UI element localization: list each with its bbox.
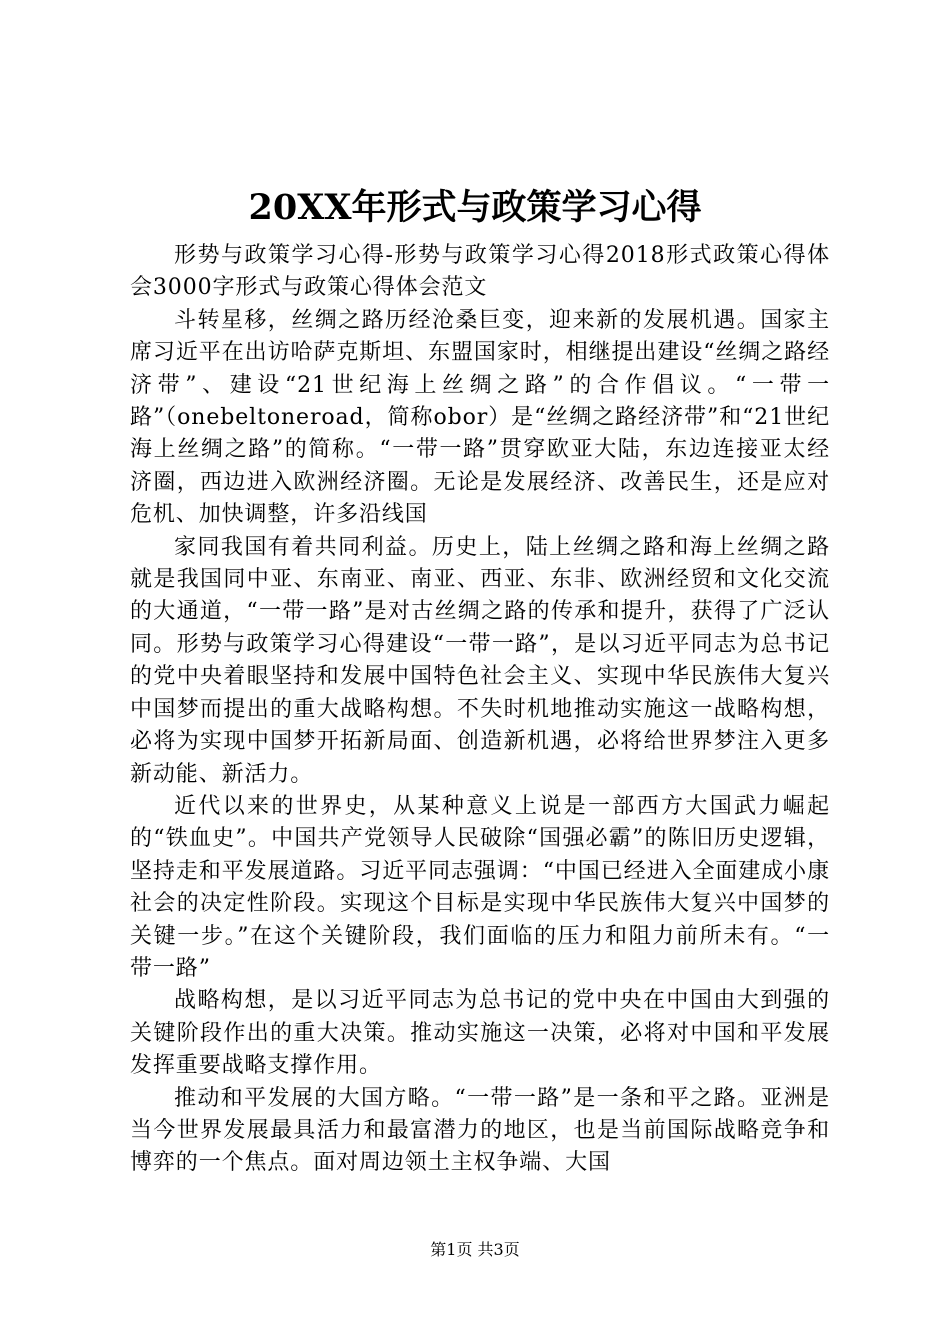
paragraph: 推动和平发展的大国方略。“一带一路”是一条和平之路。亚洲是当今世界发展最具活力和最富潜力的地区，也是当前国际战略竞争和博弈的一个焦点。面对周边领土主权争端、大国 (130, 1085, 830, 1176)
paragraph: 家同我国有着共同利益。历史上，陆上丝绸之路和海上丝绸之路就是我国同中亚、东南亚、南亚、西亚、东非、欧洲经贸和文化交流的大通道，“一带一路”是对古丝绸之路的传承和提升，获得了广泛认同。形势与政策学习心得建设“一带一路”，是以习近平同志为总书记的党中央着眼坚持和发展中国特色社会主义、实现中华民族伟大复兴中国梦而提出的重大战略构想。不失时机地推动实施这一战略构想，必将为实现中国梦开拓新局面、创造新机遇，必将给世界梦注入更多新动能、新活力。 (130, 534, 830, 787)
paragraph: 斗转星移，丝绸之路历经沧桑巨变，迎来新的发展机遇。国家主席习近平在出访哈萨克斯坦、东盟国家时，相继提出建设“丝绸之路经济带”、建设“21世纪海上丝绸之路”的合作倡议。“一带一路”（onebeltoneroad，简称obor）是“丝绸之路经济带”和“21世纪海上丝绸之路”的简称。“一带一路”贯穿欧亚大陆，东边连接亚太经济圈，西边进入欧洲经济圈。无论是发展经济、改善民生，还是应对危机、加快调整，许多沿线国 (130, 307, 830, 528)
paragraph: 形势与政策学习心得-形势与政策学习心得2018形式政策心得体会3000字形式与政策心得体会范文 (130, 243, 830, 301)
document-title: 20XX年形式与政策学习心得 (248, 187, 702, 228)
page-number: 第1页 共3页 (430, 1240, 520, 1259)
document-body (130, 240, 830, 1180)
paragraph: 战略构想，是以习近平同志为总书记的党中央在中国由大到强的关键阶段作出的重大决策。推动实施这一决策，必将对中国和平发展发挥重要战略支撑作用。 (130, 988, 830, 1079)
paragraph: 近代以来的世界史，从某种意义上说是一部西方大国武力崛起的“铁血史”。中国共产党领导人民破除“国强必霸”的陈旧历史逻辑，坚持走和平发展道路。习近平同志强调：“中国已经进入全面建成小康社会的决定性阶段。实现这个目标是实现中华民族伟大复兴中国梦的关键一步。”在这个关键阶段，我们面临的压力和阻力前所未有。“一带一路” (130, 793, 830, 981)
